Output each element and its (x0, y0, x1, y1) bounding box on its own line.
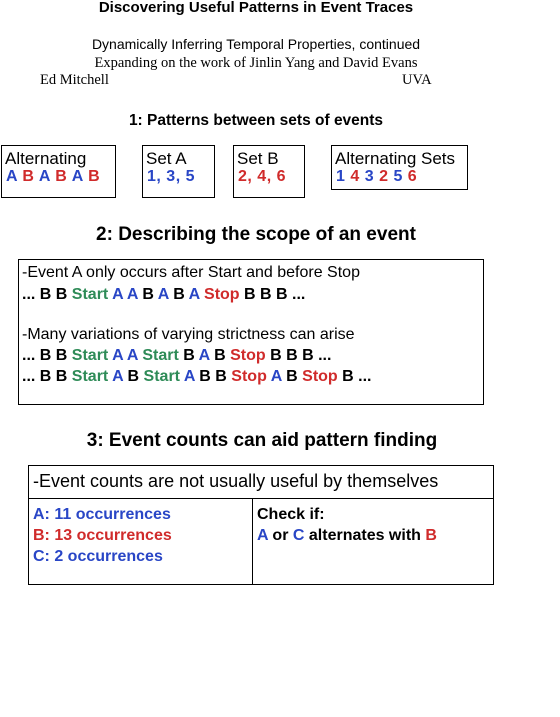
token: 1 (336, 168, 346, 185)
token: B (286, 368, 298, 385)
token: 1, 3, 5 (147, 168, 195, 185)
token: Start (71, 347, 109, 364)
token: Stop (302, 368, 338, 385)
token: ... B B (22, 347, 68, 364)
token: A (198, 347, 210, 364)
token: Stop (231, 368, 267, 385)
token: B (88, 168, 101, 185)
count-c: C: 2 occurrences (33, 548, 163, 565)
scope-description: -Event A only occurs after Start and before Stop (22, 264, 360, 281)
token: B B B ... (270, 347, 332, 364)
token: Stop (230, 347, 266, 364)
token: A (38, 168, 51, 185)
token: B (142, 286, 154, 303)
page-subtitle: Dynamically Inferring Temporal Properties, continued (91, 36, 421, 52)
counts-note-cell (28, 465, 494, 499)
set-b-box (233, 145, 305, 198)
token: B B B ... (244, 286, 306, 303)
token: A (6, 168, 18, 185)
token: A A (112, 347, 138, 364)
section-2-heading: 2: Describing the scope of an event (96, 224, 416, 245)
token: Start (142, 347, 179, 364)
check-label: Check if: (257, 506, 325, 523)
alternating-box (1, 145, 116, 198)
check-cell (252, 498, 494, 585)
token: 2 (379, 168, 389, 185)
counts-note: -Event counts are not usually useful by themselves (33, 471, 439, 491)
author-name: Ed Mitchell (40, 72, 109, 88)
box-value (147, 168, 195, 186)
box-label: Alternating (5, 149, 87, 168)
variation-trace-2 (22, 368, 371, 386)
token: ... B B (22, 368, 68, 385)
check-condition (257, 527, 437, 545)
token: A A (112, 286, 138, 303)
counts-cell (28, 498, 253, 585)
token: B (173, 286, 185, 303)
box-label: Alternating Sets (335, 149, 456, 168)
token: B (127, 368, 140, 385)
token: B (55, 168, 68, 185)
token: 4 (350, 168, 360, 185)
token: B (22, 168, 35, 185)
scope-box (18, 259, 484, 405)
token: B B (199, 368, 227, 385)
token: A (71, 168, 84, 185)
affiliation: UVA (402, 72, 432, 88)
token: ... B B (22, 286, 68, 303)
alternating-sets-box (331, 145, 468, 190)
token: A (270, 368, 282, 385)
variations-description: -Many variations of varying strictness can arise (22, 326, 355, 343)
token: 6 (407, 168, 418, 185)
count-a: A: 11 occurrences (33, 506, 171, 523)
token: Start (143, 368, 180, 385)
box-value (336, 168, 417, 186)
token: B (214, 347, 226, 364)
section-1-heading: 1: Patterns between sets of events (128, 112, 384, 129)
count-b: B: 13 occurrences (33, 527, 172, 544)
box-value (6, 168, 100, 186)
token: Start (71, 286, 109, 303)
token: A (183, 368, 195, 385)
token: Start (71, 368, 109, 385)
token: B (183, 347, 195, 364)
variation-trace-1 (22, 347, 331, 365)
token: A (257, 527, 268, 544)
scope-trace (22, 286, 305, 304)
token: 5 (393, 168, 403, 185)
token: 3 (364, 168, 375, 185)
token: B ... (342, 368, 372, 385)
box-value (238, 168, 286, 186)
set-a-box (142, 145, 215, 198)
section-3-heading: 3: Event counts can aid pattern finding (86, 430, 438, 451)
token: or (272, 527, 289, 544)
token: A (188, 286, 200, 303)
box-label: Set B (237, 149, 279, 168)
token: A (112, 368, 124, 385)
token: A (157, 286, 169, 303)
token: alternates with (308, 527, 421, 544)
credit-line: Expanding on the work of Jinlin Yang and David Evans (94, 55, 418, 71)
token: C (292, 527, 305, 544)
page-title: Discovering Useful Patterns in Event Traces (98, 0, 414, 16)
box-label: Set A (146, 149, 187, 168)
token: 2, 4, 6 (238, 168, 286, 185)
token: B (425, 527, 437, 544)
token: Stop (204, 286, 240, 303)
